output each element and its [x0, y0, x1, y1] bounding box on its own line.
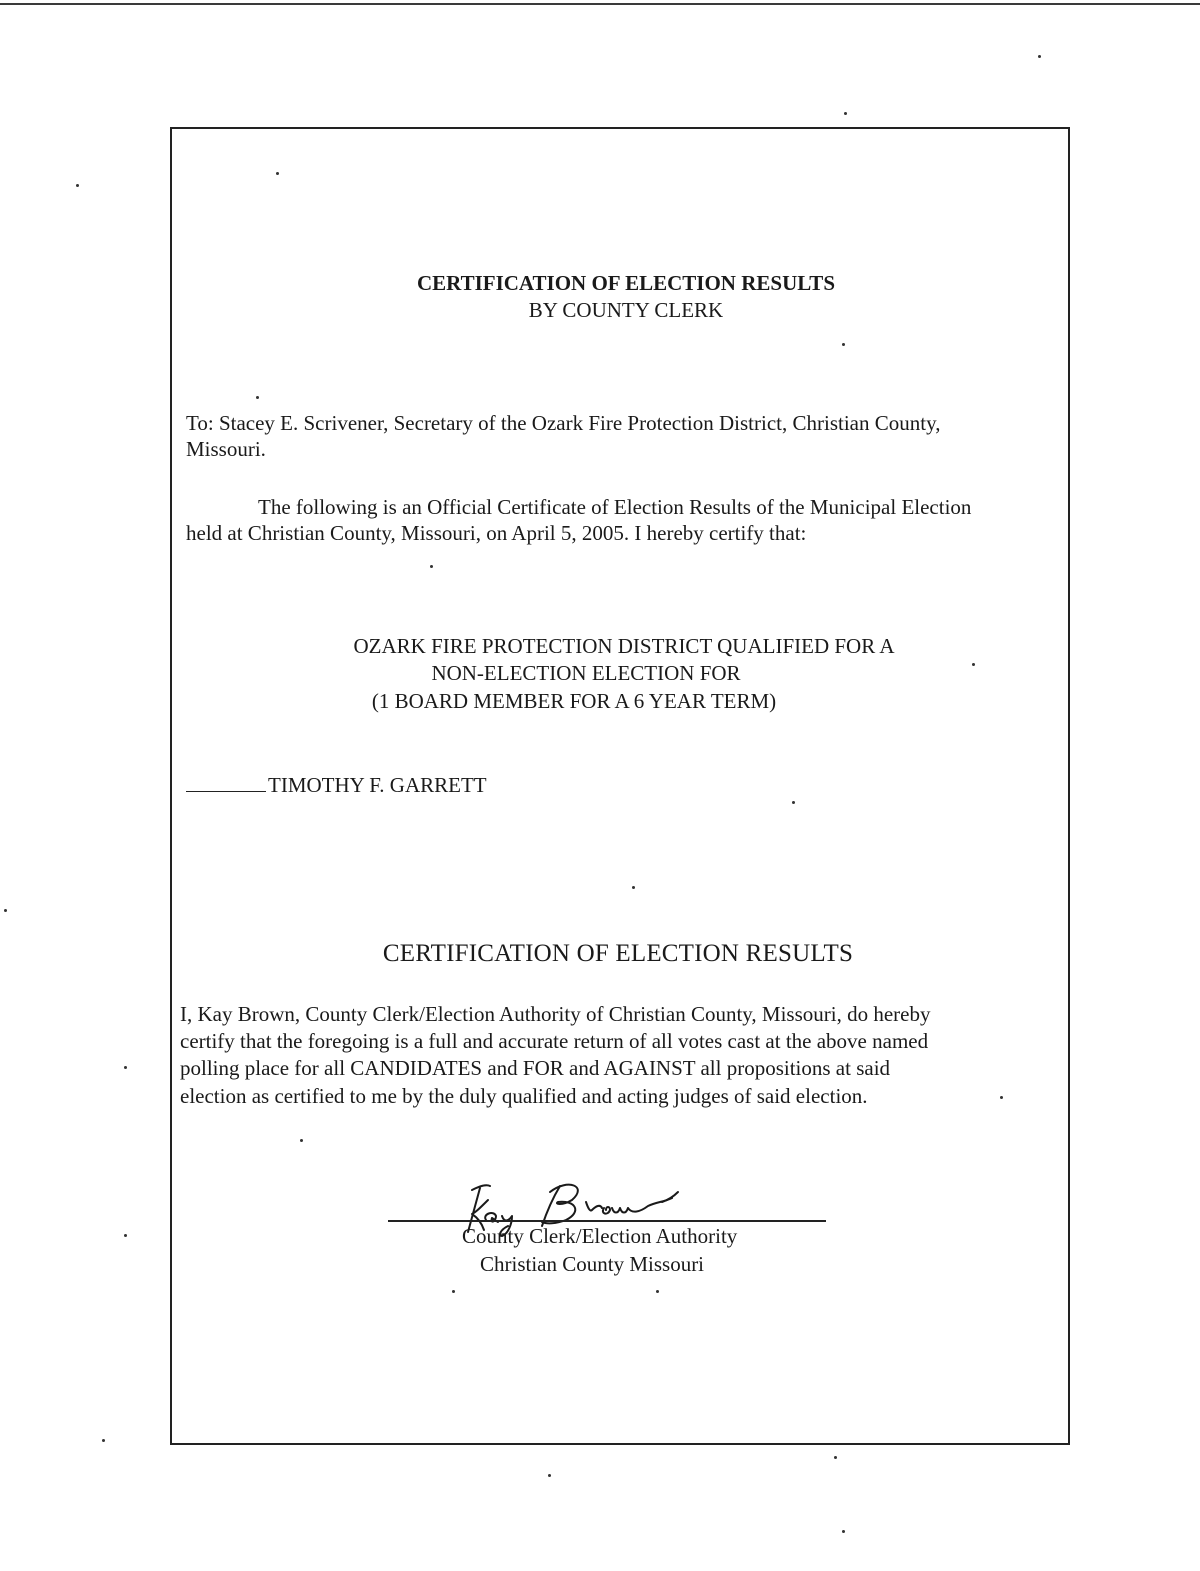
scan-speck	[842, 1530, 845, 1533]
scan-speck	[844, 112, 847, 115]
qualified-line-2: NON-ELECTION ELECTION FOR	[431, 661, 741, 685]
intro-line-1: The following is an Official Certificate of Election Results of the Municipal Election	[258, 495, 972, 519]
certify-line-1: I, Kay Brown, County Clerk/Election Authority of Christian County, Missouri, do hereby	[180, 1002, 931, 1026]
scan-speck	[1038, 55, 1041, 58]
signer-title-2: Christian County Missouri	[480, 1252, 705, 1276]
certify-line-2: certify that the foregoing is a full and accurate return of all votes cast at the above named	[180, 1029, 929, 1053]
to-line-2: Missouri.	[186, 437, 266, 461]
certify-line-3: polling place for all CANDIDATES and FOR and AGAINST all propositions at said	[180, 1056, 891, 1080]
candidate-row	[186, 772, 487, 799]
scan-speck	[256, 396, 259, 399]
scan-speck	[124, 1234, 127, 1237]
scan-speck	[300, 1139, 303, 1142]
document-title: CERTIFICATION OF ELECTION RESULTS	[416, 271, 835, 295]
certify-line-4: election as certified to me by the duly qualified and acting judges of said election.	[180, 1084, 868, 1108]
scan-speck	[76, 184, 79, 187]
scan-speck	[548, 1474, 551, 1477]
to-line-1: To: Stacey E. Scrivener, Secretary of the Ozark Fire Protection District, Christian County,	[186, 411, 941, 435]
vote-blank	[186, 773, 266, 792]
scan-speck	[1000, 1096, 1003, 1099]
scan-speck	[276, 172, 279, 175]
qualified-line-3: (1 BOARD MEMBER FOR A 6 YEAR TERM)	[371, 689, 777, 713]
scan-speck	[102, 1439, 105, 1442]
signer-title-1: County Clerk/Election Authority	[462, 1224, 738, 1248]
certification-heading: CERTIFICATION OF ELECTION RESULTS	[382, 940, 854, 967]
top-scan-line	[0, 3, 1200, 5]
signature-line	[388, 1220, 826, 1222]
intro-line-2: held at Christian County, Missouri, on April 5, 2005. I hereby certify that:	[186, 521, 807, 545]
candidate-name: TIMOTHY F. GARRETT	[268, 773, 487, 797]
scan-speck	[656, 1290, 659, 1293]
scan-speck	[452, 1290, 455, 1293]
scan-speck	[124, 1066, 127, 1069]
scan-speck	[4, 909, 7, 912]
scan-speck	[834, 1456, 837, 1459]
document-subtitle: BY COUNTY CLERK	[528, 298, 724, 322]
scan-speck	[842, 343, 845, 346]
scan-speck	[430, 565, 433, 568]
scan-speck	[632, 886, 635, 889]
scan-speck	[972, 663, 975, 666]
qualified-line-1: OZARK FIRE PROTECTION DISTRICT QUALIFIED FOR A	[353, 634, 895, 658]
scan-speck	[792, 801, 795, 804]
